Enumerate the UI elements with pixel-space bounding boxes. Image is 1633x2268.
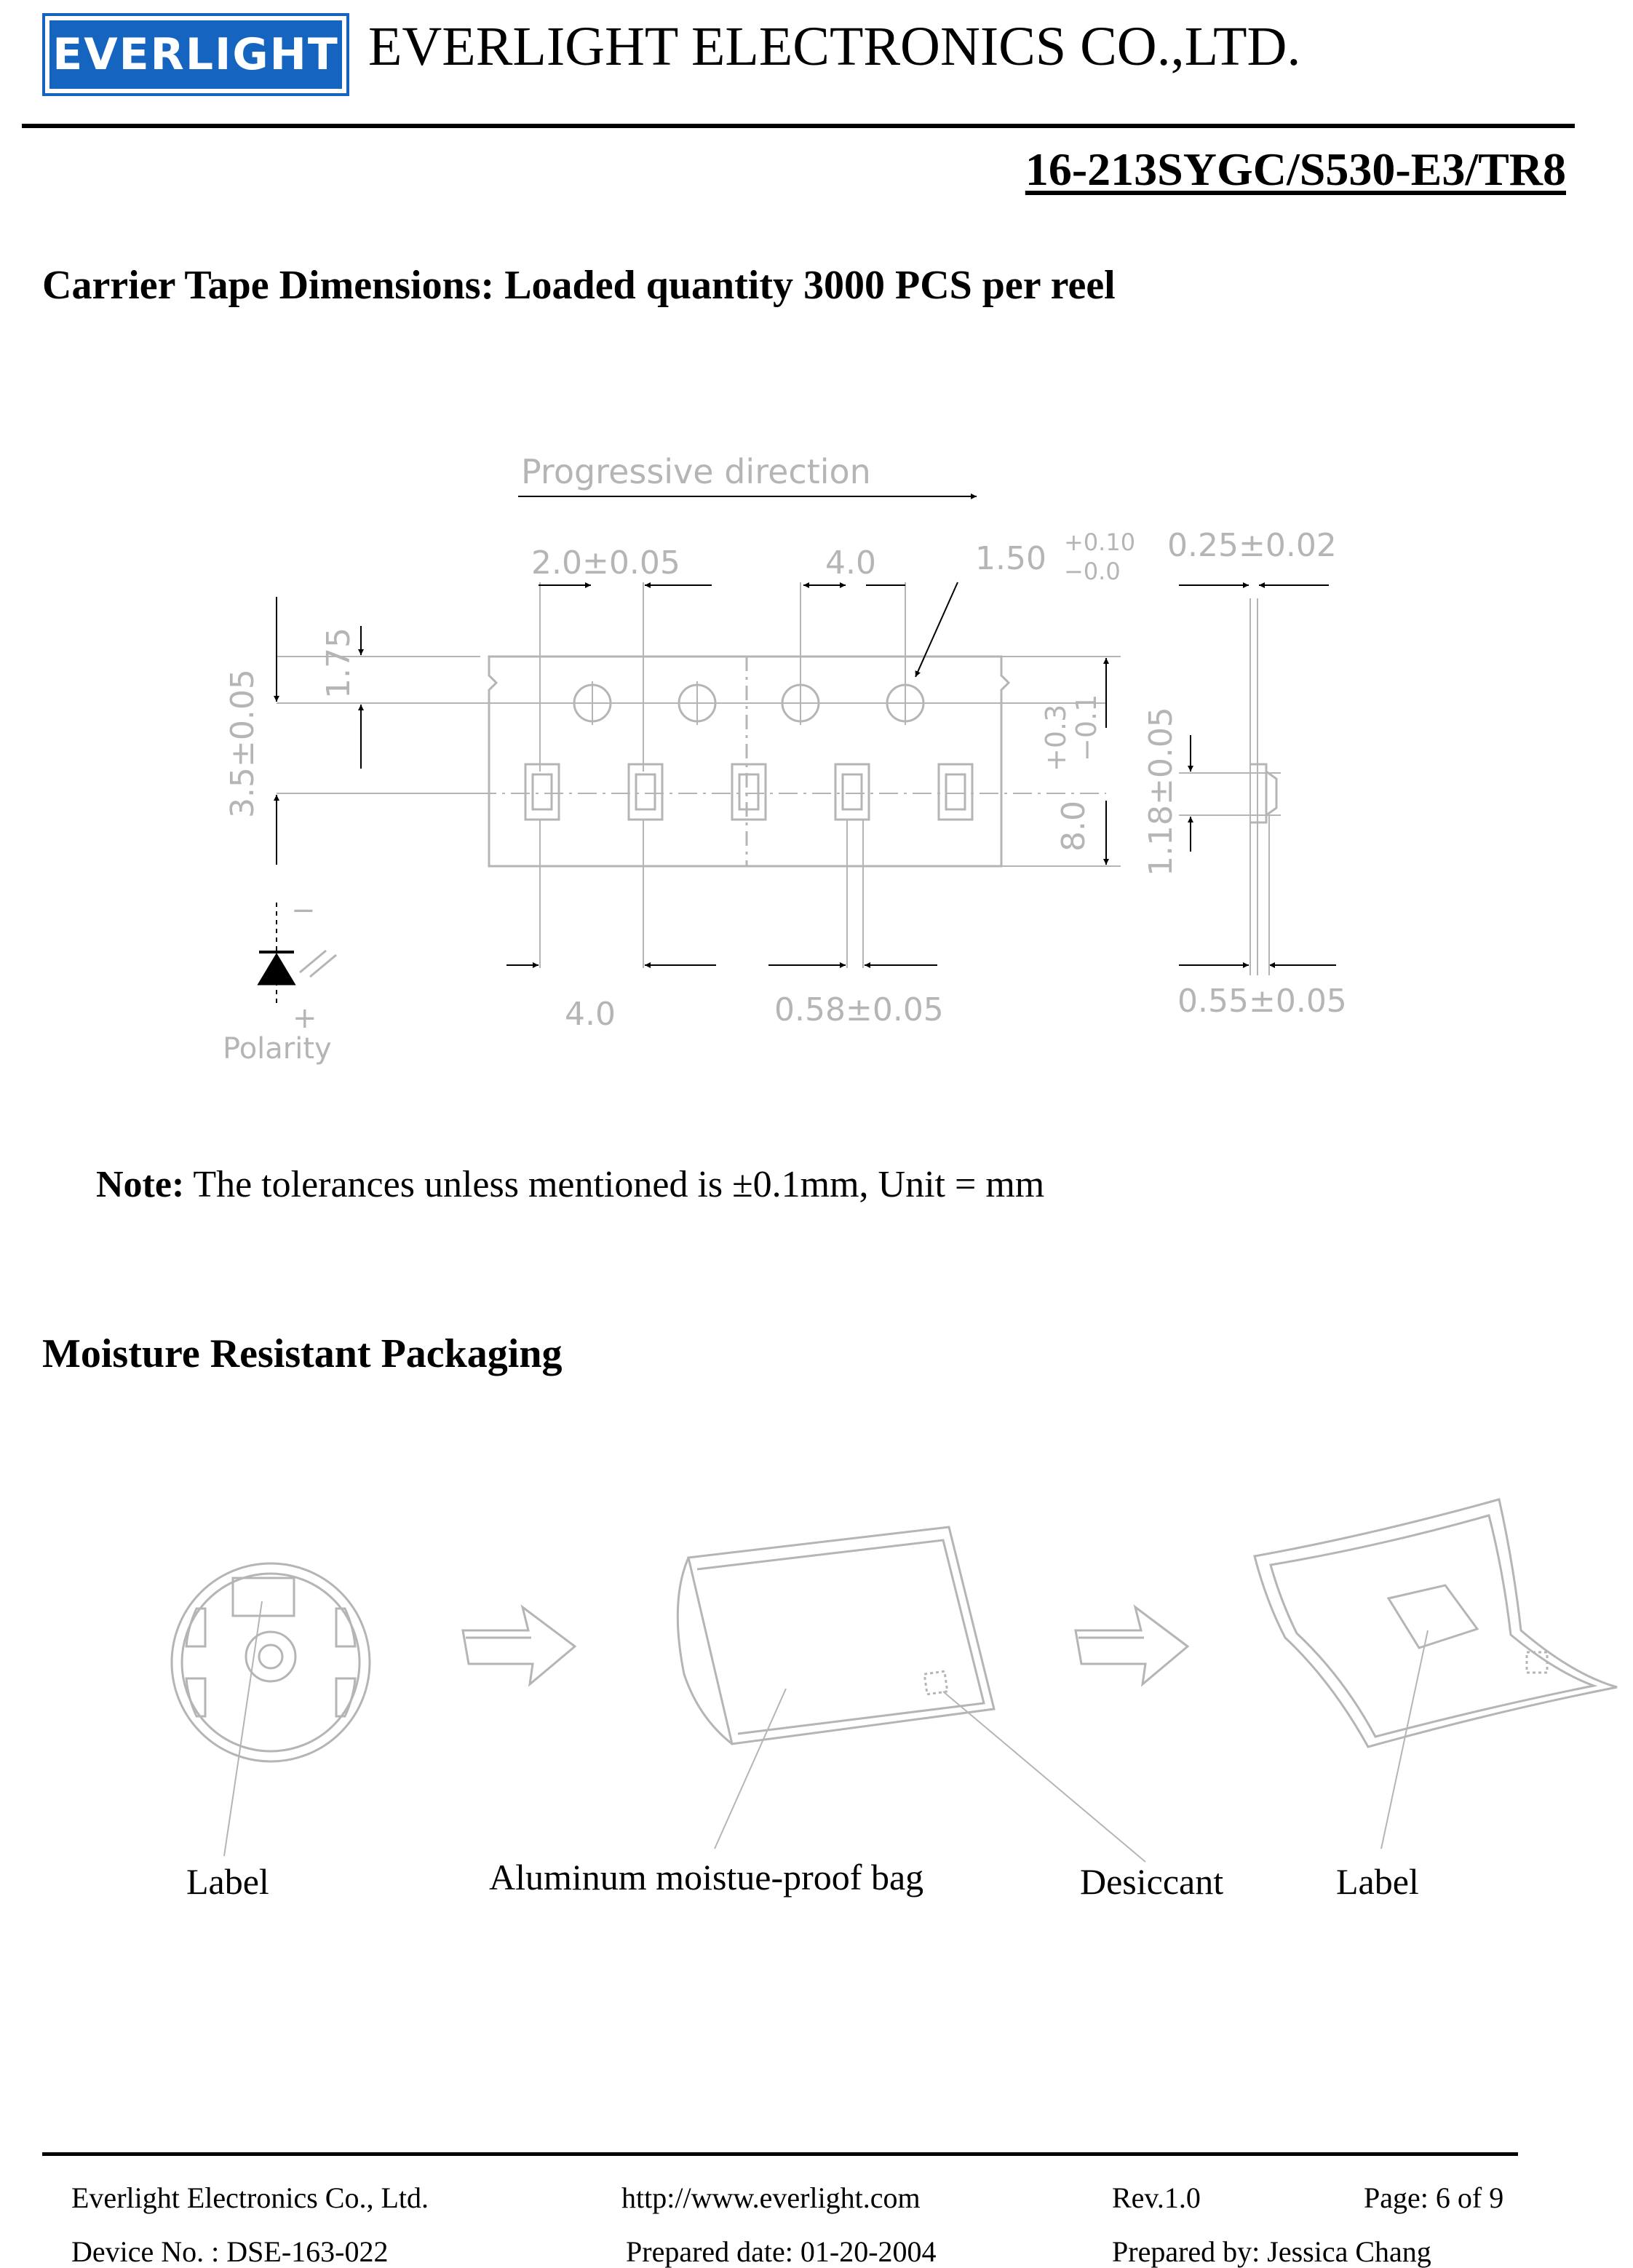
bag-label-caption: Label	[1336, 1861, 1419, 1902]
polarity-minus: −	[291, 894, 316, 927]
footer-date: Prepared date: 01-20-2004	[626, 2235, 937, 2268]
footer-page: Page: 6 of 9	[1364, 2181, 1504, 2214]
dim-4-0-bottom: 4.0	[565, 996, 616, 1033]
footer-device: Device No. : DSE-163-022	[71, 2235, 389, 2268]
process-arrow-1	[463, 1607, 575, 1684]
tol-minus: −0.0	[1064, 558, 1121, 585]
part-number: 16-213SYGC/S530-E3/TR8	[1025, 143, 1566, 195]
aluminum-bag-icon	[678, 1527, 1145, 1862]
tape-side-profile	[1179, 585, 1336, 975]
footer-company: Everlight Electronics Co., Ltd.	[71, 2181, 429, 2214]
note-label: Note:	[96, 1164, 185, 1205]
tol-8-minus: −0.1	[1070, 694, 1102, 761]
dim-2-0: 2.0±0.05	[531, 544, 680, 582]
dim-1-50: 1.50	[975, 540, 1046, 577]
logo-text: EVERLIGHT	[49, 20, 342, 89]
process-arrow-2	[1076, 1607, 1188, 1684]
bag-caption: Aluminum moistue-proof bag	[489, 1857, 924, 1898]
tolerance-note	[96, 1163, 1044, 1206]
moisture-packaging-drawing	[172, 1499, 1617, 1862]
footer-rev: Rev.1.0	[1112, 2181, 1201, 2214]
sealed-bag-icon	[1255, 1499, 1617, 1849]
reel-label-caption: Label	[186, 1861, 269, 1902]
moisture-packaging-title: Moisture Resistant Packaging	[42, 1331, 563, 1376]
polarity-plus: +	[293, 1002, 317, 1035]
tape-body	[489, 657, 1009, 866]
tol-plus: +0.10	[1064, 528, 1136, 556]
company-name: EVERLIGHT ELECTRONICS CO.,LTD.	[368, 16, 1301, 77]
dim-1-75: 1.75	[320, 627, 357, 699]
note-text: The tolerances unless mentioned is ±0.1mm, Unit = mm	[184, 1164, 1045, 1205]
pockets	[525, 764, 972, 820]
carrier-tape-title: Carrier Tape Dimensions: Loaded quantity 3000 PCS per reel	[42, 263, 1116, 308]
footer-prepared-by: Prepared by: Jessica Chang	[1112, 2235, 1431, 2268]
footer-rule	[42, 2152, 1518, 2156]
dim-3-5: 3.5±0.05	[224, 669, 261, 818]
dim-0-25: 0.25±0.02	[1167, 527, 1337, 564]
dim-0-55: 0.55±0.05	[1177, 983, 1347, 1020]
direction-label: Progressive direction	[521, 452, 871, 491]
desiccant-caption: Desiccant	[1080, 1861, 1224, 1902]
carrier-tape-labels	[223, 452, 1347, 1066]
footer-url[interactable]: http://www.everlight.com	[621, 2181, 921, 2214]
tol-8-plus: +0.3	[1040, 704, 1072, 772]
dim-0-58: 0.58±0.05	[774, 991, 944, 1028]
dim-1-18: 1.18±0.05	[1143, 707, 1180, 876]
reel-icon	[172, 1563, 370, 1856]
dim-4-0-top: 4.0	[825, 544, 876, 582]
polarity-label: Polarity	[223, 1032, 332, 1066]
dim-8-0: 8.0	[1055, 801, 1092, 852]
